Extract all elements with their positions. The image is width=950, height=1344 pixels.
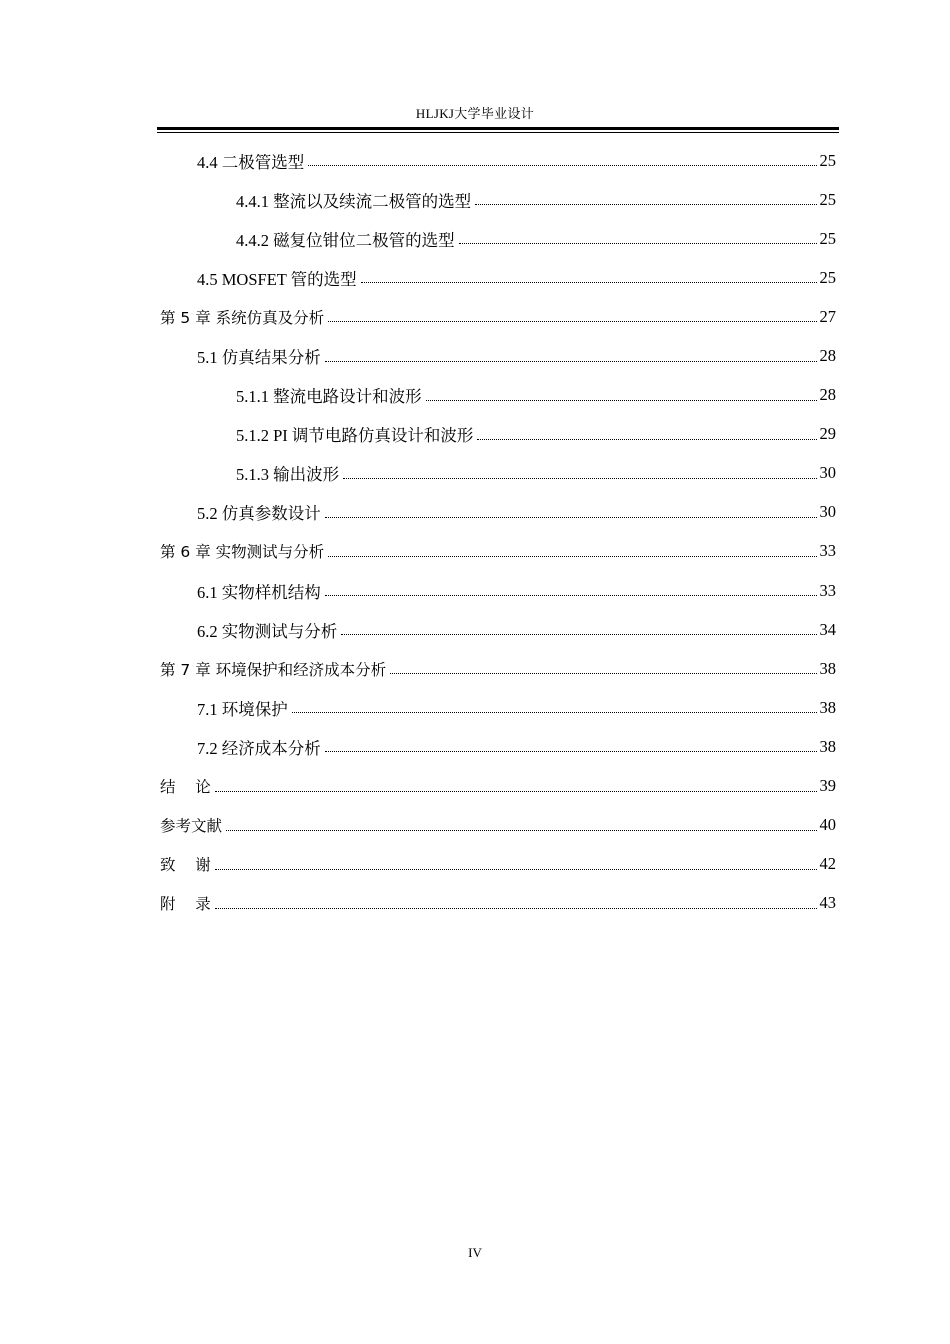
toc-entry-title: 4.4.1 整流以及续流二极管的选型 — [236, 191, 472, 211]
toc-entry[interactable] — [160, 571, 836, 610]
toc-entry-page: 34 — [819, 619, 836, 639]
page-number: IV — [468, 1245, 482, 1260]
toc-entry-page: 25 — [819, 150, 836, 170]
toc-entry-page: 38 — [819, 736, 836, 756]
toc-entry-title: 5.1 仿真结果分析 — [197, 348, 321, 368]
toc-entry[interactable] — [160, 258, 836, 297]
toc-entry[interactable] — [160, 180, 836, 219]
toc-entry-title: 5.2 仿真参数设计 — [197, 504, 321, 524]
toc-entry[interactable] — [160, 297, 836, 336]
toc-leader-dots — [226, 830, 816, 831]
toc-leader-dots — [475, 204, 816, 205]
toc-leader-dots — [341, 634, 816, 635]
toc-entry[interactable] — [160, 376, 836, 415]
toc-entry-page: 25 — [819, 189, 836, 209]
toc-entry-title: 6.2 实物测试与分析 — [197, 621, 338, 641]
toc-entry[interactable] — [160, 141, 836, 180]
toc-entry-page: 27 — [819, 306, 836, 326]
toc-entry-title: 第 7 章 环境保护和经济成本分析 — [160, 660, 387, 679]
toc-leader-dots — [292, 712, 817, 713]
toc-entry-title: 附 录 — [160, 895, 211, 914]
toc-entry-page: 43 — [819, 893, 836, 913]
toc-entry-page: 25 — [819, 267, 836, 287]
table-of-contents — [160, 141, 836, 923]
toc-leader-dots — [361, 282, 817, 283]
toc-leader-dots — [215, 869, 817, 870]
toc-entry-title: 4.4.2 磁复位钳位二极管的选型 — [236, 230, 455, 250]
toc-entry[interactable] — [160, 727, 836, 766]
toc-entry-title: 5.1.1 整流电路设计和波形 — [236, 387, 422, 407]
toc-leader-dots — [325, 517, 817, 518]
toc-entry-page: 29 — [819, 424, 836, 444]
toc-entry-page: 42 — [819, 854, 836, 874]
toc-leader-dots — [426, 400, 817, 401]
toc-entry-page: 38 — [819, 658, 836, 678]
toc-entry[interactable] — [160, 688, 836, 727]
toc-entry-title: 结 论 — [160, 778, 211, 797]
toc-entry[interactable] — [160, 336, 836, 375]
toc-entry-page: 28 — [819, 346, 836, 366]
toc-leader-dots — [343, 478, 816, 479]
toc-leader-dots — [328, 321, 816, 322]
toc-entry-title: 6.1 实物样机结构 — [197, 582, 321, 602]
running-header: HLJKJ大学毕业设计 — [415, 106, 535, 121]
toc-entry-page: 40 — [819, 815, 836, 835]
toc-entry[interactable] — [160, 493, 836, 532]
header-rule-thick — [157, 127, 839, 130]
toc-entry[interactable] — [160, 532, 836, 571]
toc-leader-dots — [390, 673, 816, 674]
toc-entry-page: 28 — [819, 385, 836, 405]
toc-entry[interactable] — [160, 610, 836, 649]
toc-entry[interactable] — [160, 845, 836, 884]
toc-leader-dots — [325, 751, 817, 752]
toc-leader-dots — [215, 791, 817, 792]
toc-entry[interactable] — [160, 806, 836, 845]
toc-entry-title: 7.2 经济成本分析 — [197, 738, 321, 758]
toc-entry-page: 25 — [819, 228, 836, 248]
toc-leader-dots — [328, 556, 816, 557]
toc-entry-title: 7.1 环境保护 — [197, 699, 288, 719]
toc-entry[interactable] — [160, 884, 836, 923]
header-rule-thin — [157, 132, 839, 133]
toc-entry-page: 38 — [819, 697, 836, 717]
toc-entry-page: 30 — [819, 463, 836, 483]
toc-entry-title: 4.5 MOSFET 管的选型 — [197, 269, 357, 289]
toc-entry-page: 39 — [819, 776, 836, 796]
toc-entry[interactable] — [160, 454, 836, 493]
toc-entry[interactable] — [160, 415, 836, 454]
toc-leader-dots — [325, 361, 817, 362]
toc-entry-title: 5.1.3 输出波形 — [236, 465, 340, 485]
toc-leader-dots — [325, 595, 817, 596]
toc-leader-dots — [459, 243, 817, 244]
toc-entry-page: 33 — [819, 580, 836, 600]
toc-entry-title: 4.4 二极管选型 — [197, 152, 305, 172]
toc-entry-title: 致 谢 — [160, 856, 211, 875]
toc-entry-title: 第 5 章 系统仿真及分析 — [160, 308, 325, 327]
toc-entry-title: 第 6 章 实物测试与分析 — [160, 543, 325, 562]
toc-leader-dots — [477, 439, 816, 440]
toc-entry-title: 5.1.2 PI 调节电路仿真设计和波形 — [236, 426, 474, 446]
toc-leader-dots — [308, 165, 816, 166]
toc-entry-page: 30 — [819, 502, 836, 522]
toc-leader-dots — [215, 908, 817, 909]
toc-entry[interactable] — [160, 219, 836, 258]
toc-entry[interactable] — [160, 767, 836, 806]
toc-entry-page: 33 — [819, 541, 836, 561]
toc-entry[interactable] — [160, 649, 836, 688]
toc-entry-title: 参考文献 — [160, 817, 223, 836]
